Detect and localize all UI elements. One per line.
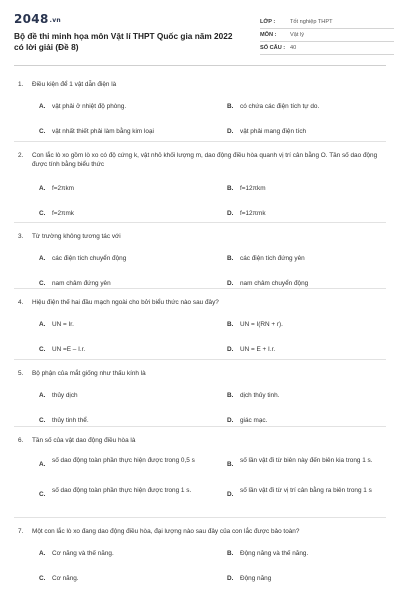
option-label: C. bbox=[39, 346, 46, 353]
option-text: số dao động toàn phần thực hiện được trong 1 s. bbox=[52, 487, 192, 494]
answer-option-d[interactable] bbox=[227, 345, 395, 354]
question-divider bbox=[14, 288, 386, 289]
meta-table bbox=[260, 16, 394, 55]
answer-option-a[interactable] bbox=[39, 391, 207, 400]
option-text: số lần vật đi từ biên này đến biên kia trong 1 s. bbox=[240, 457, 373, 464]
exam-header bbox=[14, 12, 394, 55]
option-label: A. bbox=[39, 392, 46, 399]
meta-value: Vật lý bbox=[290, 32, 304, 38]
option-text: giác mạc. bbox=[240, 417, 268, 424]
question-divider bbox=[14, 222, 386, 223]
answer-option-b[interactable] bbox=[227, 320, 395, 329]
question-text: Điều kiện để 1 vật dẫn điện là bbox=[32, 81, 117, 88]
meta-row-class bbox=[260, 16, 394, 29]
question bbox=[14, 151, 386, 217]
answer-option-c[interactable] bbox=[39, 209, 207, 218]
option-text: f=2πkm bbox=[52, 185, 74, 192]
question-text: Tần số của vật dao động điều hòa là bbox=[32, 437, 136, 444]
option-text: thủy dịch bbox=[52, 392, 78, 399]
answer-option-b[interactable] bbox=[227, 254, 395, 263]
option-text: số lần vật đi từ vị trí cân bằng ra biên trong 1 s bbox=[240, 487, 372, 494]
option-label: C. bbox=[39, 575, 46, 582]
option-text: UN = E + I.r. bbox=[240, 346, 276, 353]
option-label: A. bbox=[39, 461, 46, 468]
answer-option-a[interactable] bbox=[39, 102, 207, 111]
option-label: A. bbox=[39, 321, 46, 328]
answer-option-b[interactable] bbox=[227, 456, 395, 469]
option-text: Cơ năng và thế năng. bbox=[52, 550, 114, 557]
answer-option-d[interactable] bbox=[227, 127, 395, 136]
brand-suffix: .vn bbox=[49, 17, 61, 24]
option-label: D. bbox=[227, 346, 234, 353]
question-number: 5. bbox=[18, 370, 24, 377]
question-stem bbox=[14, 80, 386, 89]
option-label: D. bbox=[227, 280, 234, 287]
option-label: D. bbox=[227, 491, 234, 498]
answer-option-c[interactable] bbox=[39, 127, 207, 136]
option-label: A. bbox=[39, 550, 46, 557]
answer-option-a[interactable] bbox=[39, 549, 207, 558]
option-text: nam châm đứng yên bbox=[52, 280, 111, 287]
option-label: C. bbox=[39, 491, 46, 498]
answer-option-c[interactable] bbox=[39, 416, 207, 425]
brand-logo[interactable] bbox=[14, 12, 240, 26]
option-label: A. bbox=[39, 103, 46, 110]
option-label: C. bbox=[39, 417, 46, 424]
answer-option-b[interactable] bbox=[227, 549, 395, 558]
meta-row-count bbox=[260, 42, 394, 55]
answer-option-b[interactable] bbox=[227, 391, 395, 400]
option-label: D. bbox=[227, 128, 234, 135]
question-number: 1. bbox=[18, 81, 24, 88]
option-text: Động năng và thế năng. bbox=[240, 550, 309, 557]
option-label: B. bbox=[227, 392, 234, 399]
question-stem bbox=[14, 369, 386, 378]
header-divider bbox=[14, 65, 386, 66]
question-number: 2. bbox=[18, 152, 24, 159]
option-label: D. bbox=[227, 210, 234, 217]
question-stem bbox=[14, 527, 386, 536]
document-title: Bộ đề thi minh họa môn Vật lí THPT Quốc gia năm 2022 có lời giải (Đề 8) bbox=[14, 31, 233, 52]
answer-option-b[interactable] bbox=[227, 102, 395, 111]
answer-option-d[interactable] bbox=[227, 486, 395, 499]
option-text: các điện tích đứng yên bbox=[240, 255, 305, 262]
answer-option-d[interactable] bbox=[227, 209, 395, 218]
question-number: 3. bbox=[18, 233, 24, 240]
meta-key: MÔN : bbox=[260, 32, 277, 38]
option-text: UN = Ir. bbox=[52, 321, 74, 328]
question-divider bbox=[14, 426, 386, 427]
meta-value: 40 bbox=[290, 45, 297, 51]
question bbox=[14, 436, 386, 498]
meta-row-subject bbox=[260, 29, 394, 42]
answer-option-d[interactable] bbox=[227, 416, 395, 425]
option-label: B. bbox=[227, 255, 234, 262]
answer-option-a[interactable] bbox=[39, 320, 207, 329]
option-text: UN = I(RN + r). bbox=[240, 321, 283, 328]
answer-option-b[interactable] bbox=[227, 184, 395, 193]
question bbox=[14, 232, 386, 287]
question bbox=[14, 80, 386, 135]
meta-key: LỚP : bbox=[260, 19, 276, 25]
option-label: B. bbox=[227, 321, 234, 328]
option-text: dịch thủy tinh. bbox=[240, 392, 280, 399]
option-label: B. bbox=[227, 461, 234, 468]
option-label: D. bbox=[227, 417, 234, 424]
option-text: Động năng bbox=[240, 575, 272, 582]
question-number: 7. bbox=[18, 528, 24, 535]
option-text: f=12πkm bbox=[240, 185, 266, 192]
option-label: D. bbox=[227, 575, 234, 582]
answer-option-a[interactable] bbox=[39, 254, 207, 263]
meta-key: SỐ CÂU : bbox=[260, 45, 286, 51]
question bbox=[14, 298, 386, 353]
exam-page bbox=[14, 12, 394, 66]
option-label: C. bbox=[39, 280, 46, 287]
answer-option-c[interactable] bbox=[39, 486, 207, 499]
option-text: vật phải ở nhiệt độ phòng. bbox=[52, 103, 127, 110]
answer-option-a[interactable] bbox=[39, 184, 207, 193]
question-stem bbox=[14, 232, 386, 241]
answer-option-d[interactable] bbox=[227, 574, 395, 583]
option-text: f=2πmk bbox=[52, 210, 74, 217]
option-label: A. bbox=[39, 255, 46, 262]
meta-value: Tốt nghiệp THPT bbox=[290, 19, 333, 25]
question-number: 4. bbox=[18, 299, 24, 306]
question-text: Con lắc lò xo gồm lò xo có độ cứng k, vật nhỏ khối lượng m, dao động điều hòa quanh vị trí cân bằng O. Tần số dao động được tính bằng biểu thức bbox=[32, 152, 378, 168]
question-divider bbox=[14, 359, 386, 360]
option-label: C. bbox=[39, 128, 46, 135]
answer-option-c[interactable] bbox=[39, 574, 207, 583]
answer-option-c[interactable] bbox=[39, 345, 207, 354]
option-label: B. bbox=[227, 185, 234, 192]
option-text: Cơ năng. bbox=[52, 575, 79, 582]
question bbox=[14, 527, 386, 582]
question-divider bbox=[14, 517, 386, 518]
option-label: C. bbox=[39, 210, 46, 217]
answer-option-a[interactable] bbox=[39, 456, 207, 469]
question-text: Hiệu điện thế hai đầu mạch ngoài cho bởi biểu thức nào sau đây? bbox=[32, 299, 219, 306]
question-divider bbox=[14, 141, 386, 142]
option-text: số dao động toàn phần thực hiện được trong 0,5 s bbox=[52, 457, 195, 464]
option-text: UN =E – I.r. bbox=[52, 346, 86, 353]
option-label: B. bbox=[227, 550, 234, 557]
brand-name: 2048 bbox=[14, 12, 49, 26]
question bbox=[14, 369, 386, 424]
option-text: thủy tinh thể. bbox=[52, 417, 89, 424]
question-text: Bộ phận của mắt giống như thấu kính là bbox=[32, 370, 146, 377]
question-text: Một con lắc lò xo đang dao động điều hòa, đại lượng nào sau đây của con lắc được bảo toàn? bbox=[32, 528, 300, 535]
question-text: Từ trường không tương tác với bbox=[32, 233, 121, 240]
question-stem bbox=[14, 436, 386, 445]
option-text: vật nhất thiết phải làm bằng kim loại bbox=[52, 128, 154, 135]
question-number: 6. bbox=[18, 437, 24, 444]
option-text: có chứa các điện tích tự do. bbox=[240, 103, 320, 110]
header-left bbox=[14, 12, 240, 55]
option-text: vật phải mang điện tích bbox=[240, 128, 307, 135]
question-stem bbox=[14, 298, 386, 307]
option-label: B. bbox=[227, 103, 234, 110]
option-label: A. bbox=[39, 185, 46, 192]
answer-option-c[interactable] bbox=[39, 279, 207, 288]
question-stem bbox=[14, 151, 386, 169]
option-text: f=12πmk bbox=[240, 210, 266, 217]
answer-option-d[interactable] bbox=[227, 279, 395, 288]
option-text: các điện tích chuyển động bbox=[52, 255, 127, 262]
option-text: nam châm chuyển động bbox=[240, 280, 309, 287]
